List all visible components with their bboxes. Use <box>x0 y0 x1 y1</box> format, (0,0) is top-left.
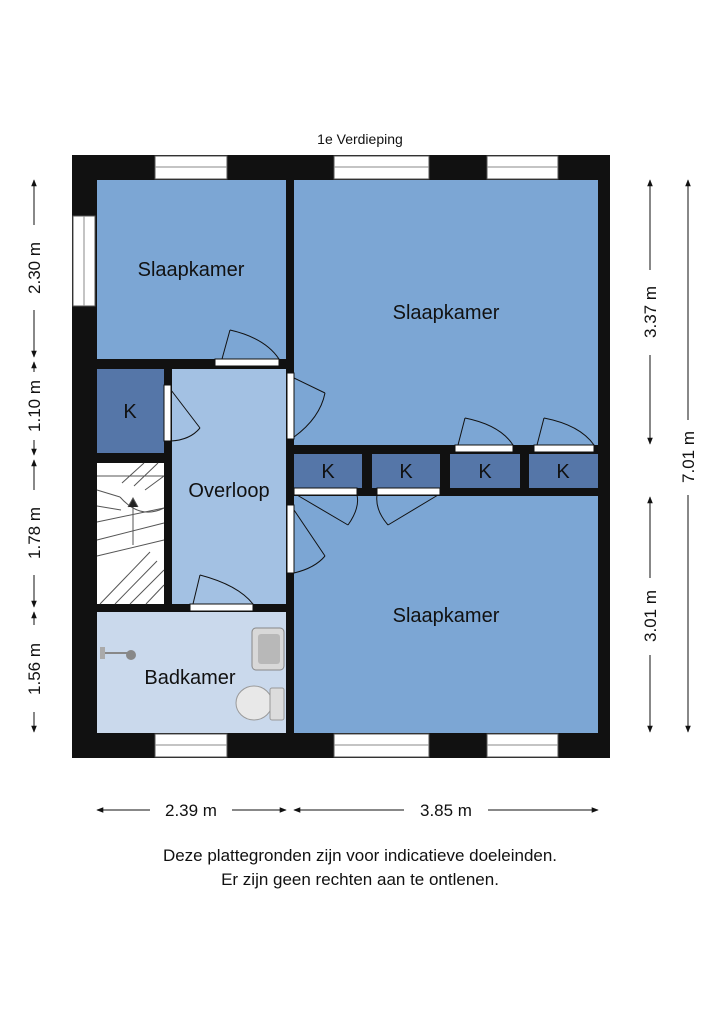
label-closet-1: K <box>321 461 335 483</box>
dim-left-4: 1.56 m <box>25 643 44 695</box>
disclaimer-line-2: Er zijn geen rechten aan te ontlenen. <box>221 870 499 889</box>
stairwell <box>97 463 164 604</box>
dim-right-total: 7.01 m <box>679 431 698 483</box>
dim-bottom-2: 3.85 m <box>420 801 472 820</box>
dim-right-2: 3.01 m <box>641 590 660 642</box>
dim-left-3: 1.78 m <box>25 507 44 559</box>
label-bedroom-bottom-right: Slaapkamer <box>392 605 500 627</box>
dim-left-1: 2.30 m <box>25 242 44 294</box>
label-closet-4: K <box>556 461 570 483</box>
label-bedroom-top-right: Slaapkamer <box>392 302 500 324</box>
label-landing: Overloop <box>188 480 270 502</box>
label-bedroom-top-left: Slaapkamer <box>137 259 245 281</box>
dim-bottom-1: 2.39 m <box>165 801 217 820</box>
floor-title: 1e Verdieping <box>317 131 403 147</box>
label-closet-left: K <box>123 401 137 423</box>
label-bathroom: Badkamer <box>144 667 236 689</box>
dim-right-1: 3.37 m <box>641 286 660 338</box>
label-closet-2: K <box>399 461 413 483</box>
disclaimer-line-1: Deze plattegronden zijn voor indicatieve doeleinden. <box>162 846 558 865</box>
label-closet-3: K <box>478 461 492 483</box>
dim-left-2: 1.10 m <box>25 380 44 432</box>
toilet <box>236 686 272 720</box>
